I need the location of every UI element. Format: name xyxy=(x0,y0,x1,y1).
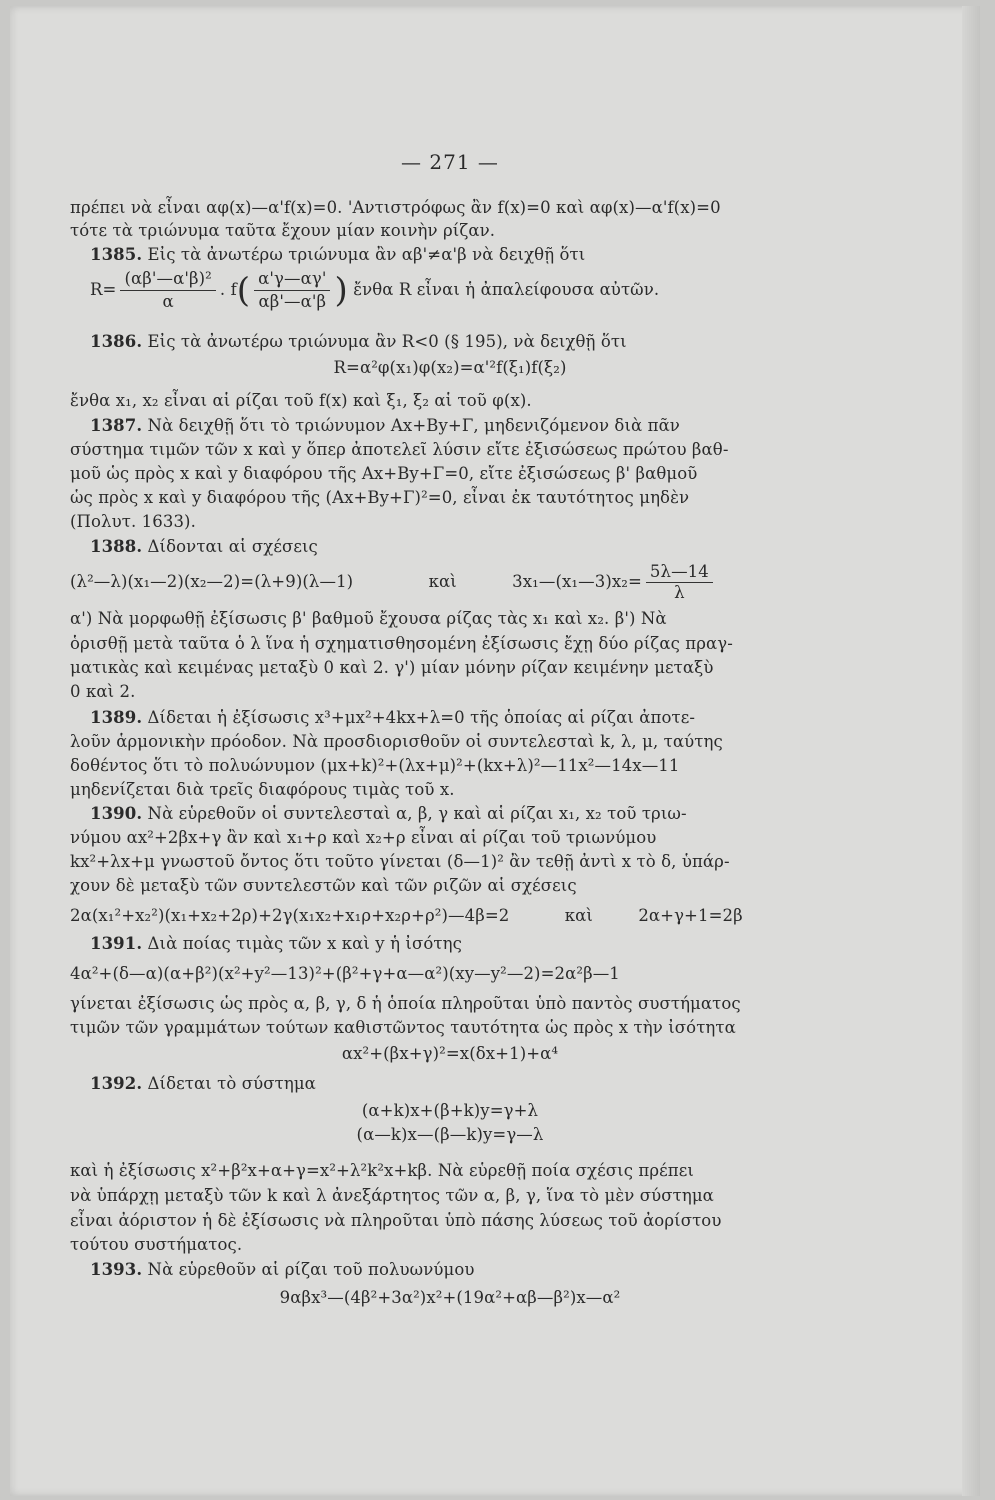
text-line: Δίδεται τὸ σύστημα xyxy=(147,1074,316,1093)
problem-number: 1393. xyxy=(90,1260,143,1279)
text-line: δοθέντος ὅτι τὸ πολυώνυμον (μx+k)²+(λx+μ)²+(kx+λ)²—11x²—14x—11 xyxy=(70,756,680,775)
fraction xyxy=(646,562,713,603)
formula-and: καὶ xyxy=(428,572,457,591)
fraction-numerator: α'γ—αγ' xyxy=(254,268,330,291)
text-line: τιμῶν τῶν γραμμάτων τούτων καθιστῶντος ταυτότητα ὡς πρὸς x τὴν ἰσότητα xyxy=(70,1018,736,1037)
system-eq-1: (α+k)x+(β+k)y=γ+λ xyxy=(361,1101,539,1120)
text-line: Δίδονται αἱ σχέσεις xyxy=(147,537,318,556)
formula-right: 2α+γ+1=2β xyxy=(638,906,743,925)
paren-left: ( xyxy=(236,270,251,311)
fraction-denominator: α xyxy=(162,292,174,311)
text-line: λοῦν ἁρμονικὴν πρόοδον. Νὰ προσδιορισθοῦν οἱ συντελεσταὶ k, λ, μ, ταύτης xyxy=(70,732,723,751)
text-line: Νὰ δειχθῇ ὅτι τὸ τριώνυμον Ax+By+Γ, μηδενιζόμενον διὰ πᾶν xyxy=(147,416,680,435)
page-edge-shadow xyxy=(962,6,980,1496)
formula-1388 xyxy=(70,562,717,603)
text-line: μοῦ ὡς πρὸς x καὶ y διαφόρου τῆς Ax+By+Γ=0, εἴτε ἐξισώσεως β' βαθμοῦ xyxy=(70,464,698,483)
problem-1387 xyxy=(90,416,680,436)
text-line: τότε τὰ τριώνυμα ταῦτα ἔχουν μίαν κοινὴν ρίζαν. xyxy=(70,221,496,240)
text-line: α') Νὰ μορφωθῇ ἐξίσωσις β' βαθμοῦ ἔχουσα ρίζας τὰς x₁ καὶ x₂. β') Νὰ xyxy=(70,609,667,628)
text-line: Νὰ εὑρεθοῦν οἱ συντελεσταὶ α, β, γ καὶ αἱ ρίζαι x₁, x₂ τοῦ τριω- xyxy=(147,804,687,823)
text-line: πρέπει νὰ εἶναι αφ(x)—α'f(x)=0. 'Αντιστρόφως ἂν f(x)=0 καὶ αφ(x)—α'f(x)=0 xyxy=(70,198,721,217)
paren-right: ) xyxy=(334,270,348,311)
formula-1385 xyxy=(90,268,659,313)
fraction xyxy=(120,268,215,313)
problem-number: 1388. xyxy=(90,537,143,556)
text-line: Εἰς τὰ ἀνωτέρω τριώνυμα ἂν αβ'≠α'β νὰ δειχθῇ ὅτι xyxy=(147,245,586,264)
fraction-numerator: (αβ'—α'β)² xyxy=(120,268,215,291)
text-line: ὁρισθῇ μετὰ ταῦτα ὁ λ ἵνα ἡ σχηματισθησομένη ἐξίσωσις ἔχῃ δύο ρίζας πραγ- xyxy=(70,634,733,653)
text-line: (Πολυτ. 1633). xyxy=(70,512,196,531)
formula-mid: . f xyxy=(219,280,237,299)
text-line: εἶναι ἀόριστον ἡ δὲ ἐξίσωσις νὰ πληροῦται ὑπὸ πάσης λύσεως τοῦ ἀορίστου xyxy=(70,1211,722,1230)
text-line: νύμου αx²+2βx+γ ἂν καὶ x₁+ρ καὶ x₂+ρ εἶναι αἱ ρίζαι τοῦ τριωνύμου xyxy=(70,828,657,847)
formula-left: (λ²—λ)(x₁—2)(x₂—2)=(λ+9)(λ—1) xyxy=(70,572,354,591)
text-line: μηδενίζεται διὰ τρεῖς διαφόρους τιμὰς τοῦ x. xyxy=(70,780,455,799)
problem-1385 xyxy=(90,245,585,265)
text-line: τούτου συστήματος. xyxy=(70,1235,243,1254)
formula-1391-identity: αx²+(βx+γ)²=x(δx+1)+α⁴ xyxy=(341,1044,559,1063)
text-line: σύστημα τιμῶν τῶν x καὶ y ὅπερ ἀποτελεῖ λύσιν εἴτε ἐξισώσεως πρώτου βαθ- xyxy=(70,440,729,459)
text-line: ἔνθα x₁, x₂ εἶναι αἱ ρίζαι τοῦ f(x) καὶ ξ₁, ξ₂ αἱ τοῦ φ(x). xyxy=(70,391,532,410)
formula-tail: ἔνθα R εἶναι ἡ ἀπαλείφουσα αὐτῶν. xyxy=(353,280,660,299)
problem-number: 1385. xyxy=(90,245,143,264)
text-line: καὶ ἡ ἐξίσωσις x²+β²x+α+γ=x²+λ²k²x+kβ. Νὰ εὑρεθῇ ποία σχέσις πρέπει xyxy=(70,1161,694,1180)
book-page xyxy=(10,6,980,1496)
text-line: χουν δὲ μεταξὺ τῶν συντελεστῶν καὶ τῶν ριζῶν αἱ σχέσεις xyxy=(70,876,577,895)
text-line: Δίδεται ἡ ἐξίσωσις x³+μx²+4kx+λ=0 τῆς ὁποίας αἱ ρίζαι ἀποτε- xyxy=(147,708,696,727)
problem-1390 xyxy=(90,804,687,824)
formula-right: 3x₁—(x₁—3)x₂= xyxy=(512,572,642,591)
problem-number: 1386. xyxy=(90,332,143,351)
problem-number: 1390. xyxy=(90,804,143,823)
problem-number: 1391. xyxy=(90,934,143,953)
problem-number: 1387. xyxy=(90,416,143,435)
problem-1389 xyxy=(90,708,695,728)
formula-and: καὶ xyxy=(564,906,593,925)
text-line: Διὰ ποίας τιμὰς τῶν x καὶ y ἡ ἰσότης xyxy=(147,934,462,953)
text-line: ματικὰς καὶ κειμένας μεταξὺ 0 καὶ 2. γ') μίαν μόνην ρίζαν κειμένην μεταξὺ xyxy=(70,658,714,677)
formula-1390 xyxy=(70,906,743,926)
fraction-denominator: αβ'—α'β xyxy=(258,292,327,311)
text-line: kx²+λx+μ γνωστοῦ ὄντος ὅτι τοῦτο γίνεται (δ—1)² ἂν τεθῇ ἀντὶ x τὸ δ, ὑπάρ- xyxy=(70,852,730,871)
problem-number: 1392. xyxy=(90,1074,143,1093)
text-line: Εἰς τὰ ἀνωτέρω τριώνυμα ἂν R<0 (§ 195), νὰ δειχθῇ ὅτι xyxy=(147,332,627,351)
problem-1392 xyxy=(90,1074,316,1094)
text-line: γίνεται ἐξίσωσις ὡς πρὸς α, β, γ, δ ἡ ὁποία πληροῦται ὑπὸ παντὸς συστήματος xyxy=(70,994,741,1013)
fraction xyxy=(254,268,330,313)
formula-lhs: R= xyxy=(90,280,117,299)
problem-1386 xyxy=(90,332,627,352)
formula-1386: R=α²φ(x₁)φ(x₂)=α'²f(ξ₁)f(ξ₂) xyxy=(333,358,567,377)
text-line: Νὰ εὑρεθοῦν αἱ ρίζαι τοῦ πολυωνύμου xyxy=(147,1260,475,1279)
problem-number: 1389. xyxy=(90,708,143,727)
page-number: — 271 — xyxy=(401,150,499,174)
system-eq-2: (α—k)x—(β—k)y=γ—λ xyxy=(356,1125,544,1144)
text-line: 0 καὶ 2. xyxy=(70,682,136,701)
problem-1393 xyxy=(90,1260,475,1280)
text-line: ὡς πρὸς x καὶ y διαφόρου τῆς (Ax+By+Γ)²=0, εἶναι ἐκ ταυτότητος μηδὲν xyxy=(70,488,690,507)
text-line: νὰ ὑπάρχῃ μεταξὺ τῶν k καὶ λ ἀνεξάρτητος τῶν α, β, γ, ἵνα τὸ μὲν σύστημα xyxy=(70,1186,714,1205)
problem-1391 xyxy=(90,934,462,954)
fraction-denominator: λ xyxy=(674,583,685,602)
formula-1393: 9αβx³—(4β²+3α²)x²+(19α²+αβ—β²)x—α² xyxy=(279,1288,621,1307)
fraction-numerator: 5λ—14 xyxy=(646,562,713,583)
problem-1388 xyxy=(90,537,318,557)
formula-left: 2α(x₁²+x₂²)(x₁+x₂+2ρ)+2γ(x₁x₂+x₁ρ+x₂ρ+ρ²)—4β=2 xyxy=(70,906,510,925)
formula-1391: 4α²+(δ—α)(α+β²)(x²+y²—13)²+(β²+γ+α—α²)(xy—y²—2)=2α²β—1 xyxy=(70,964,620,983)
